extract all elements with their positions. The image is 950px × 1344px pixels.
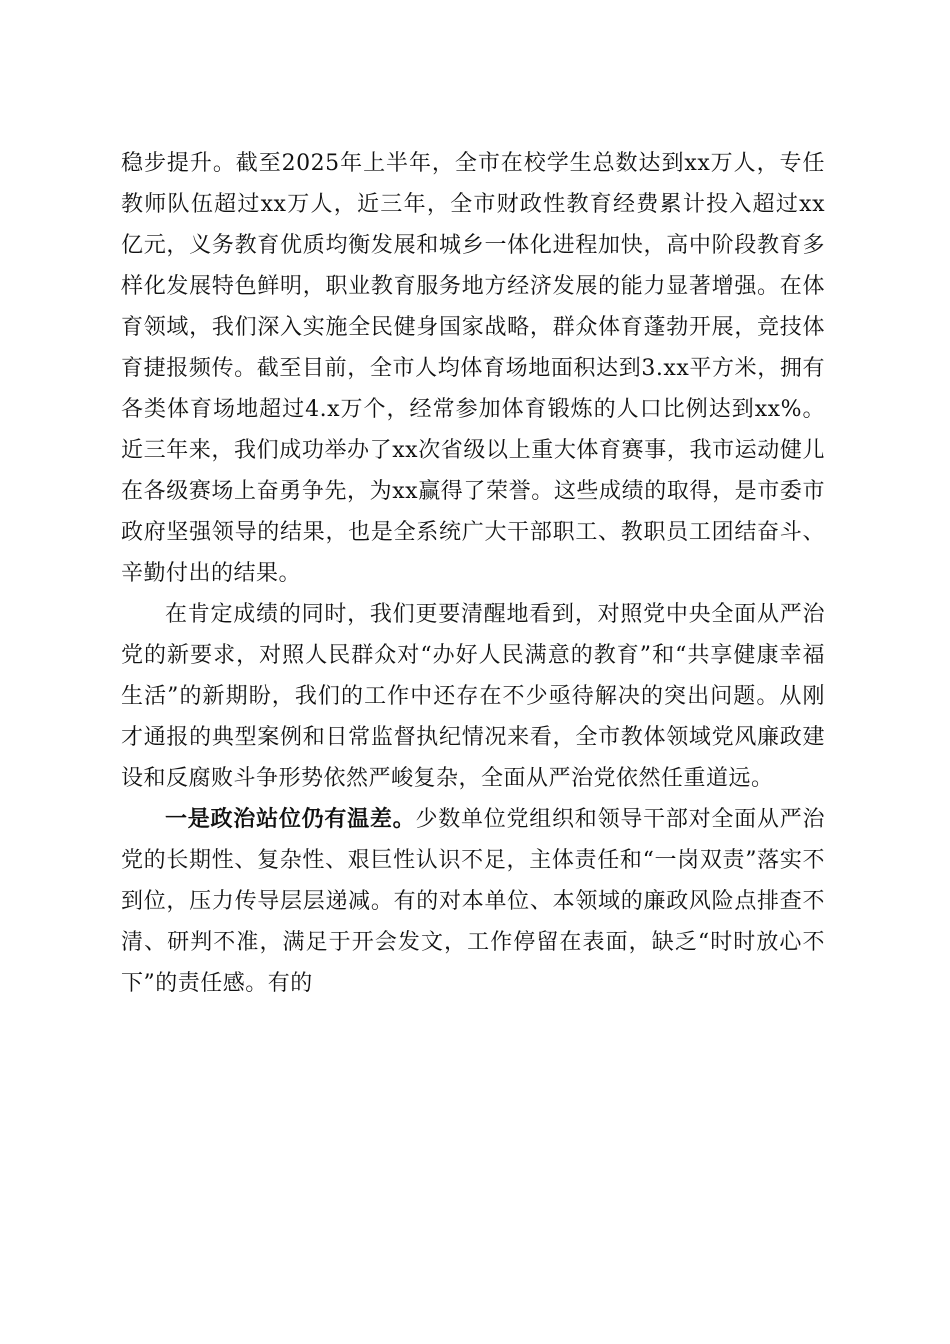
paragraph-2: 在肯定成绩的同时，我们更要清醒地看到，对照党中央全面从严治党的新要求，对照人民群众对“办好人民满意的教育”和“共享健康幸福生活”的新期盼，我们的工作中还存在不少亟待解决的突出问题。从刚才通报的典型案例和日常监督执纪情况来看，全市教体领域党风廉政建设和反腐败斗争形势依然严峻复杂，全面从严治党依然任重道远。 <box>121 602 825 791</box>
paragraph-3-text: 少数单位党组织和领导干部对全面从严治党的长期性、复杂性、艰巨性认识不足，主体责任和“一岗双责”落实不到位，压力传导层层递减。有的对本单位、本领域的廉政风险点排查不清、研判不准，满足于开会发文，工作停留在表面，缺乏“时时放心不下”的责任感。有的 <box>121 807 825 996</box>
paragraph-3 <box>121 799 825 1004</box>
paragraph-1: 稳步提升。截至2025年上半年，全市在校学生总数达到xx万人，专任教师队伍超过xx万人，近三年，全市财政性教育经费累计投入超过xx亿元，义务教育优质均衡发展和城乡一体化进程加快，高中阶段教育多样化发展特色鲜明，职业教育服务地方经济发展的能力显著增强。在体育领域，我们深入实施全民健身国家战略，群众体育蓬勃开展，竞技体育捷报频传。截至目前，全市人均体育场地面积达到3.xx平方米，拥有各类体育场地超过4.x万个，经常参加体育锻炼的人口比例达到xx%。近三年来，我们成功举办了xx次省级以上重大体育赛事，我市运动健儿在各级赛场上奋勇争先，为xx赢得了荣誉。这些成绩的取得，是市委市政府坚强领导的结果，也是全系统广大干部职工、教职员工团结奋斗、辛勤付出的结果。 <box>121 151 825 586</box>
paragraph-3-lead: 一是政治站位仍有温差。 <box>165 806 416 832</box>
document-body <box>121 143 825 1004</box>
